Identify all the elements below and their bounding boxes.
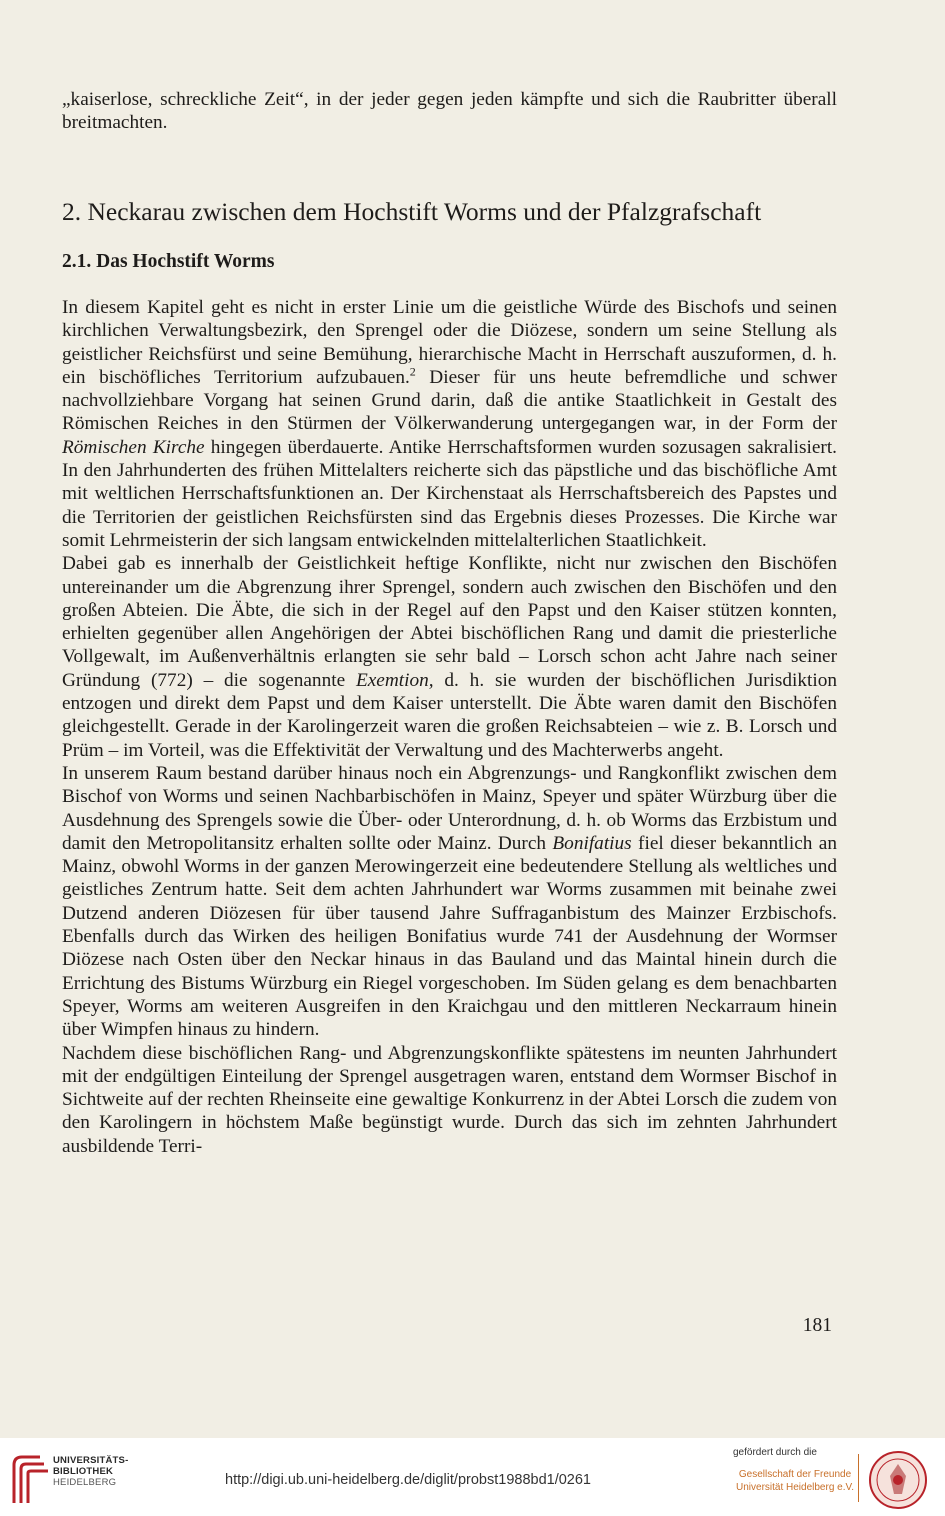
- italic-term: Bonifatius: [552, 832, 632, 854]
- italic-term: Römischen Kirche: [62, 436, 205, 458]
- intro-paragraph: [62, 88, 837, 135]
- sponsor-name[interactable]: Gesellschaft der Freunde Universität Heidelberg e.V.: [736, 1469, 855, 1493]
- subsection-heading: 2.1. Das Hochstift Worms: [62, 251, 275, 272]
- page-number: 181: [802, 1315, 832, 1336]
- footnote-marker[interactable]: 2: [409, 364, 416, 379]
- paragraph-1: In diesem Kapitel geht es nicht in erster Linie um die geistliche Würde des Bischofs und seinen kirchlichen Verwaltungsbezirk, den Sprengel oder die Diözese, sondern um seine Stellung als geistlicher Reichsfürst und seine Bemühung, hierarchische Macht in Herrschaft auszuformen, d. h. ein bischöfliches Territorium aufzubauen.$^2$ Dieser für uns heute befremdliche und schwer nachvollziehbare Vorgang hat seinen Grund darin, daß die antike Staatlichkeit in Gestalt des Römischen Reiches in den Stürmen der Völkerwanderung untergegangen war, in der Form der Römischen Kirche hingegen überdauerte. Antike Herrschaftsformen wurden sozusagen sakralisiert. In den Jahrhunderten des frühen Mittelalters reicherte sich das päpstliche und das bischöfliche Amt mit weltlichen Herrschaftsfunktionen an. Der Kirchenstaat als Herrschaftsbereich des Papstes und die Territorien der geistlichen Reichsfürsten sind das Ergebnis dieses Prozesses. Die Kirche war somit Lehrmeisterin der sich langsam entwickelnden mittelalterlichen Staatlichkeit.: [62, 297, 837, 551]
- library-name[interactable]: UNIVERSITÄTS- BIBLIOTHEK HEIDELBERG: [53, 1455, 129, 1488]
- paragraph-3: In unserem Raum bestand darüber hinaus noch ein Abgrenzungs- und Rangkonflikt zwischen dem Bischof von Worms und seinen Nachbarbischöfen in Mainz, Speyer und später Würzburg über die Ausdehnung des Sprengels sowie die Über- oder Unterordnung, d. h. ob Worms das Erzbistum und damit den Metropolitansitz erhalten sollte oder Mainz. Durch Bonifatius fiel dieser bekanntlich an Mainz, obwohl Worms in der ganzen Merowingerzeit eine bedeutendere Stellung als weltliches und geistliches Zentrum hatte. Seit dem achten Jahrhundert war Worms zusammen mit beinahe zwei Dutzend anderen Diözesen für über tausend Jahre Suffraganbistum des Mainzer Erzbischofs. Ebenfalls durch das Wirken des heiligen Bonifatius wurde 741 der Ausdehnung der Wormser Diözese nach Osten über den Neckar hinaus in das Bauland und das Maintal hinein durch die Errichtung des Bistums Würzburg ein Riegel vorgeschoben. Im Süden gelang es dem benachbarten Speyer, Worms am weiteren Ausgreifen in den Kraichgau und den mittleren Neckarraum hinein über Wimpfen hinaus zu hindern.: [62, 762, 837, 1041]
- footer-divider: [858, 1454, 859, 1502]
- section-heading: 2. Neckarau zwischen dem Hochstift Worms und der Pfalzgrafschaft: [62, 197, 762, 226]
- body-text: [62, 296, 837, 1158]
- sponsor-caption: gefördert durch die: [733, 1447, 817, 1458]
- paragraph-4: Nachdem diese bischöflichen Rang- und Abgrenzungskonflikte spätestens im neunten Jahrhundert mit der endgültigen Einteilung der Sprengel ausgetragen waren, entstand dem Wormser Bischof in Sichtweite auf der rechten Rheinseite eine gewaltige Konkurrenz in der Abtei Lorsch die zudem von den Karolingern in höchstem Maße begünstigt wurde. Durch das sich im zehnten Jahrhundert ausbildende Terri-: [62, 1042, 837, 1157]
- italic-term: Exemtion,: [355, 669, 434, 691]
- ub-heidelberg-logo-icon[interactable]: [10, 1453, 50, 1505]
- paragraph-2: Dabei gab es innerhalb der Geistlichkeit heftige Konflikte, nicht nur zwischen den Bischöfen untereinander um die Abgrenzung ihrer Sprengel, sondern auch zwischen den Bischöfen und den großen Abteien. Die Äbte, die sich in der Regel auf den Papst und den Kaiser stützen konnten, erhielten gegenüber allen Angehörigen der Abtei bischöflichen Rang und damit die priesterliche Vollgewalt, im Außenverhältnis erlangten sie sehr bald – Lorsch schon acht Jahre nach seiner Gründung (772) – die sogenannte Exemtion, d. h. sie wurden der bischöflichen Jurisdiktion entzogen und direkt dem Papst und dem Kaiser unterstellt. Die Äbte waren damit den Bischöfen gleichgestellt. Gerade in der Karolingerzeit waren die großen Reichsabteien – wie z. B. Lorsch und Prüm – im Vorteil, was die Effektivität der Verwaltung und des Machterwerbs angeht.: [62, 553, 837, 761]
- intro-text: „kaiserlose, schreckliche Zeit“, in der jeder gegen jeden kämpfte und sich die Raubritter überall breitmachten.: [62, 89, 837, 134]
- footer-bar: [0, 1438, 945, 1516]
- university-seal-icon[interactable]: [868, 1450, 928, 1510]
- permalink-url[interactable]: http://digi.ub.uni-heidelberg.de/diglit/probst1988bd1/0261: [225, 1472, 591, 1488]
